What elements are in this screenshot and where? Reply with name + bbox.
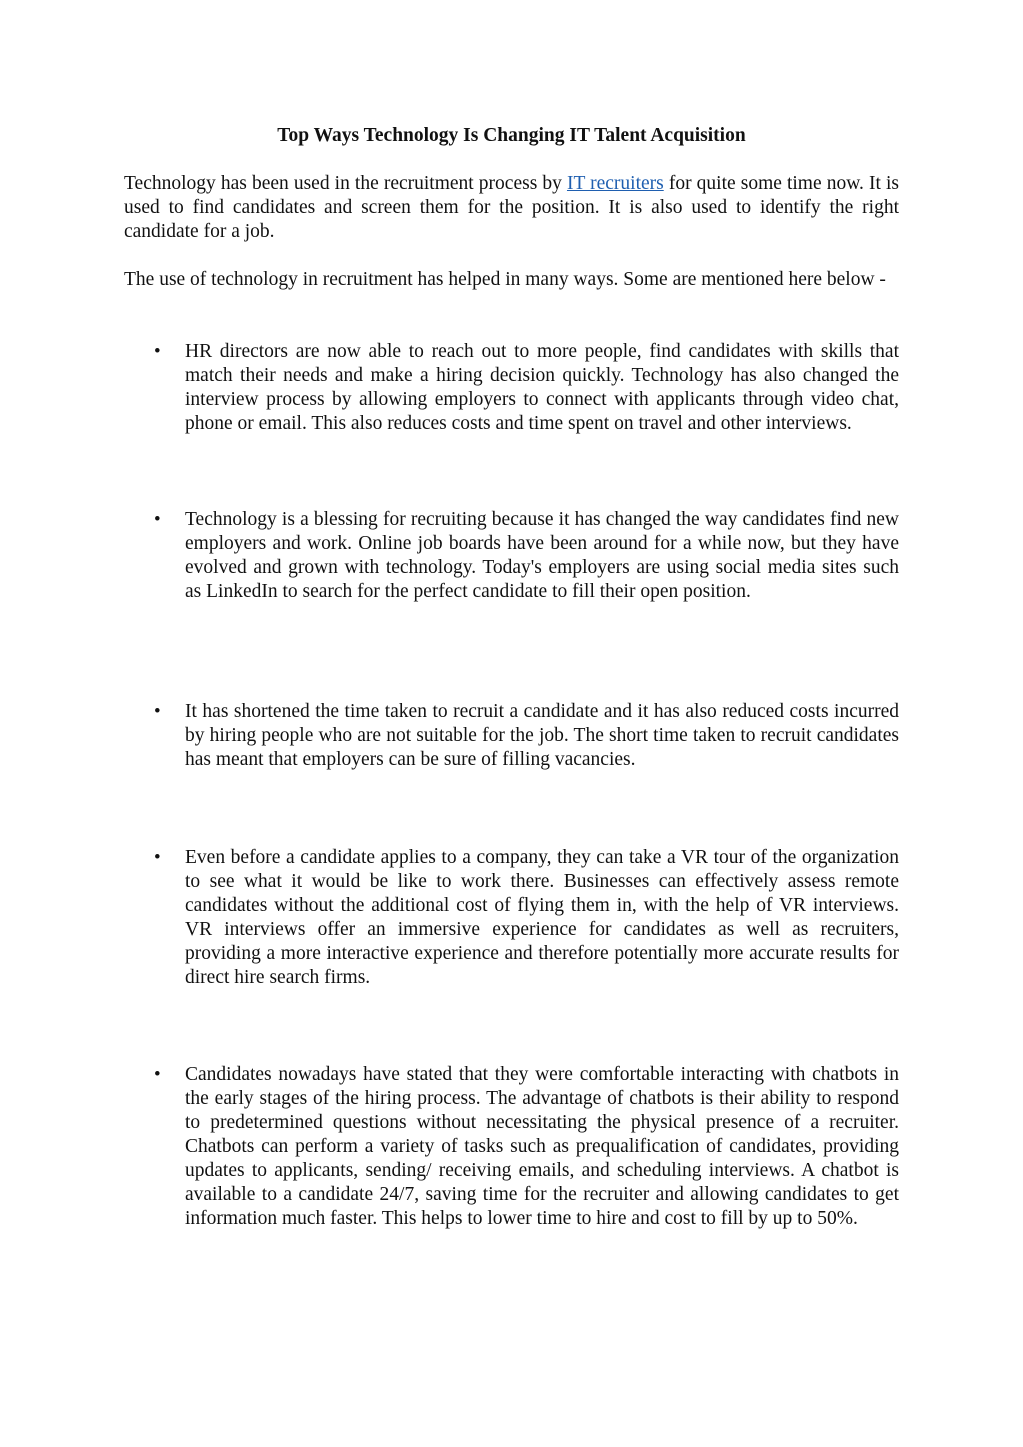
list-item bbox=[154, 508, 899, 604]
bullet-icon: • bbox=[154, 701, 161, 722]
list-item bbox=[154, 846, 899, 990]
list-item bbox=[154, 700, 899, 772]
it-recruiters-link[interactable]: IT recruiters bbox=[566, 173, 664, 194]
lead-in-paragraph: The use of technology in recruitment has helped in many ways. Some are mentioned here below - bbox=[124, 269, 886, 290]
bullet-icon: • bbox=[154, 847, 161, 868]
list-item-text: It has shortened the time taken to recruit a candidate and it has also reduced costs incurred by hiring people who are not suitable for the job. The short time taken to recruit candidates has meant that employers can be sure of filling vacancies. bbox=[185, 701, 899, 770]
bullet-icon: • bbox=[154, 341, 161, 362]
list-item-text: Candidates nowadays have stated that they were comfortable interacting with chatbots in the early stages of the hiring process. The advantage of chatbots is their ability to respond to predetermined questions without necessitating the physical presence of a recruiter. Chatbots can perform a variety of tasks such as prequalification of candidates, providing updates to applicants, sending/ receiving emails, and scheduling interviews. A chatbot is available to a candidate 24/7, saving time for the recruiter and allowing candidates to get information much faster. This helps to lower time to hire and cost to fill by up to 50%. bbox=[185, 1064, 899, 1229]
intro-paragraph bbox=[124, 172, 899, 244]
document-title: Top Ways Technology Is Changing IT Talent Acquisition bbox=[277, 125, 746, 146]
list-item bbox=[154, 1063, 899, 1231]
list-item-text: HR directors are now able to reach out to more people, find candidates with skills that match their needs and make a hiring decision quickly. Technology has also changed the interview process by allowing employers to connect with applicants through video chat, phone or email. This also reduces costs and time spent on travel and other interviews. bbox=[185, 341, 899, 434]
list-item-text: Even before a candidate applies to a company, they can take a VR tour of the organization to see what it would be like to work there. Businesses can effectively assess remote candidates without the additional cost of flying them in, with the help of VR interviews. VR interviews offer an immersive experience for candidates as well as recruiters, providing a more interactive experience and therefore potentially more accurate results for direct hire search firms. bbox=[185, 847, 899, 988]
bullet-icon: • bbox=[154, 1064, 161, 1085]
list-item-text: Technology is a blessing for recruiting because it has changed the way candidates find new employers and work. Online job boards have been around for a while now, but they have evolved and grown with technology. Today's employers are using social media sites such as LinkedIn to search for the perfect candidate to fill their open position. bbox=[185, 509, 899, 602]
intro-text-after-link: for quite some time now. It is used to find candidates and screen them for the position. It is also used to identify the right candidate for a job. bbox=[124, 173, 900, 242]
list-item bbox=[154, 340, 899, 436]
intro-text-before-link: Technology has been used in the recruitment process by bbox=[124, 173, 567, 194]
bullet-icon: • bbox=[154, 509, 161, 530]
